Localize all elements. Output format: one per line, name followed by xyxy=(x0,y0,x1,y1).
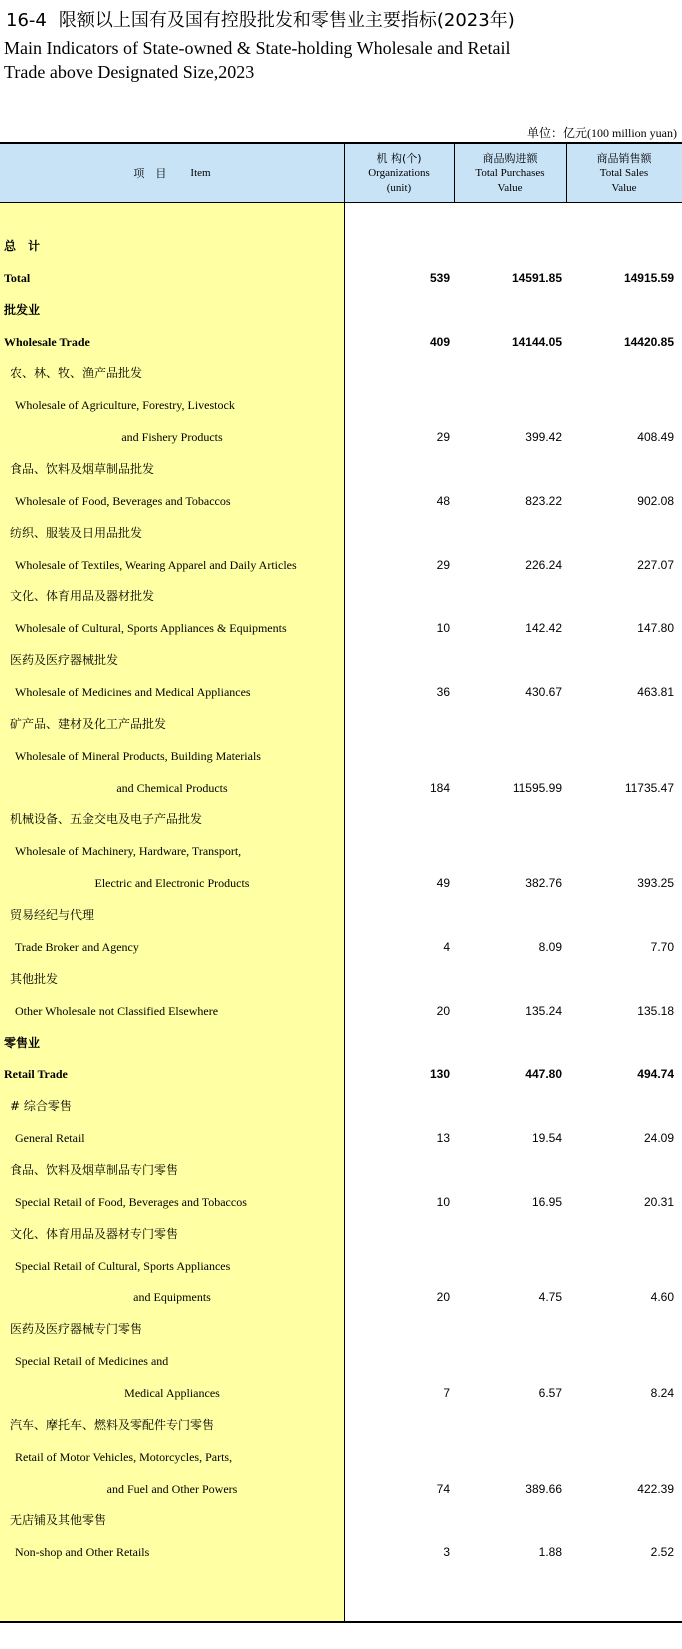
sales-value: 14420.85 xyxy=(623,334,674,349)
sales-value: 393.25 xyxy=(637,876,674,891)
purchases-value: 4.75 xyxy=(538,1290,562,1305)
row-label: 总 计 xyxy=(4,239,41,253)
table-row xyxy=(0,969,682,989)
sales-value: 147.80 xyxy=(637,621,674,636)
sales-value: 463.81 xyxy=(637,685,674,700)
organizations-value: 29 xyxy=(436,430,450,445)
table-row xyxy=(0,937,682,957)
purchases-value: 823.22 xyxy=(525,493,562,508)
purchases-value: 19.54 xyxy=(531,1131,562,1146)
row-label: Wholesale of Cultural, Sports Appliances & Equipments xyxy=(15,621,287,636)
header-col3-cn: 商品销售额 xyxy=(596,151,652,165)
organizations-value: 13 xyxy=(436,1131,450,1146)
table-row xyxy=(0,778,682,798)
table-row xyxy=(0,1479,682,1499)
table-row xyxy=(0,300,682,320)
table-row xyxy=(0,1128,682,1148)
row-label: and Fishery Products xyxy=(121,430,223,445)
header-divider xyxy=(566,144,567,203)
row-label: Retail Trade xyxy=(4,1067,68,1082)
table-row xyxy=(0,1351,682,1371)
table-row xyxy=(0,746,682,766)
table-row xyxy=(0,395,682,415)
table-row xyxy=(0,1001,682,1021)
header-divider xyxy=(344,144,345,203)
header-col2-cn: 商品购进额 xyxy=(482,151,538,165)
organizations-value: 74 xyxy=(436,1481,450,1496)
table-row xyxy=(0,332,682,352)
row-label: 医药及医疗器械专门零售 xyxy=(10,1322,143,1337)
purchases-value: 14591.85 xyxy=(511,270,562,285)
row-label: and Equipments xyxy=(133,1290,211,1305)
row-label: Wholesale Trade xyxy=(4,334,90,349)
sales-value: 902.08 xyxy=(637,493,674,508)
row-label: and Chemical Products xyxy=(116,780,228,795)
title-en-line2: Trade above Designated Size,2023 xyxy=(4,62,255,82)
header-col2-en1: Total Purchases xyxy=(475,166,545,179)
row-label: 无店铺及其他零售 xyxy=(10,1513,107,1528)
sales-value: 494.74 xyxy=(637,1067,674,1082)
table-row xyxy=(0,650,682,670)
row-label: Retail of Motor Vehicles, Motorcycles, Parts, xyxy=(15,1449,233,1464)
page-title-english xyxy=(4,36,511,84)
purchases-value: 382.76 xyxy=(525,876,562,891)
row-label: # 综合零售 xyxy=(10,1099,72,1114)
row-label: Wholesale of Medicines and Medical Appliances xyxy=(15,685,251,700)
table-row xyxy=(0,1510,682,1530)
table-row xyxy=(0,555,682,575)
table-row xyxy=(0,586,682,606)
table-row xyxy=(0,427,682,447)
row-label: 食品、饮料及烟草制品专门零售 xyxy=(10,1162,179,1177)
purchases-value: 6.57 xyxy=(538,1385,562,1400)
table-row xyxy=(0,618,682,638)
sales-value: 14915.59 xyxy=(623,270,674,285)
unit-en: (100 million yuan) xyxy=(587,126,677,140)
row-label: Special Retail of Cultural, Sports Appliances xyxy=(15,1258,231,1273)
organizations-value: 49 xyxy=(436,876,450,891)
header-col3-en1: Total Sales xyxy=(599,166,649,179)
unit-cn: 单位：亿元 xyxy=(526,126,587,140)
row-label: 纺织、服装及日用品批发 xyxy=(10,525,143,540)
purchases-value: 135.24 xyxy=(525,1003,562,1018)
row-label: Wholesale of Machinery, Hardware, Transport, xyxy=(15,844,242,859)
table-row xyxy=(0,809,682,829)
header-divider xyxy=(454,144,455,203)
table-row xyxy=(0,1096,682,1116)
row-label: 其他批发 xyxy=(10,971,59,986)
table-row xyxy=(0,1383,682,1403)
header-item xyxy=(0,144,344,202)
organizations-value: 7 xyxy=(443,1385,450,1400)
sales-value: 408.49 xyxy=(637,430,674,445)
table-row xyxy=(0,714,682,734)
table-header xyxy=(0,144,682,203)
row-label: Special Retail of Medicines and xyxy=(15,1354,169,1369)
header-col1-cn: 机 构(个) xyxy=(376,151,422,165)
organizations-value: 36 xyxy=(436,685,450,700)
organizations-value: 4 xyxy=(443,939,450,954)
row-label: 贸易经纪与代理 xyxy=(10,908,95,923)
header-col3-en2: Value xyxy=(611,181,637,194)
row-label: 零售业 xyxy=(4,1035,41,1050)
sales-value: 2.52 xyxy=(650,1545,674,1560)
header-organizations xyxy=(344,144,454,202)
sales-value: 422.39 xyxy=(637,1481,674,1496)
page-title-chinese xyxy=(6,6,515,32)
sales-value: 227.07 xyxy=(637,557,674,572)
row-label: Trade Broker and Agency xyxy=(15,939,139,954)
purchases-value: 142.42 xyxy=(525,621,562,636)
row-label: and Fuel and Other Powers xyxy=(106,1481,238,1496)
table-row xyxy=(0,873,682,893)
organizations-value: 20 xyxy=(436,1003,450,1018)
table-number: 16-4 xyxy=(6,10,47,31)
table-row xyxy=(0,841,682,861)
purchases-value: 1.88 xyxy=(538,1545,562,1560)
purchases-value: 399.42 xyxy=(525,430,562,445)
row-label: Medical Appliances xyxy=(124,1385,220,1400)
header-col2-en2: Value xyxy=(497,181,523,194)
row-label: Wholesale of Textiles, Wearing Apparel and Daily Articles xyxy=(15,557,297,572)
table-row xyxy=(0,363,682,383)
table-row xyxy=(0,1542,682,1562)
sales-value: 8.24 xyxy=(650,1385,674,1400)
title-en-line1: Main Indicators of State-owned & State-holding Wholesale and Retail xyxy=(4,38,511,58)
header-item-cn: 项 目 xyxy=(133,166,167,180)
table-row xyxy=(0,523,682,543)
table-row xyxy=(0,1447,682,1467)
row-label: 矿产品、建材及化工产品批发 xyxy=(10,716,167,731)
table-row xyxy=(0,1287,682,1307)
table-row xyxy=(0,268,682,288)
organizations-value: 409 xyxy=(429,334,450,349)
table-row xyxy=(0,236,682,256)
sales-value: 135.18 xyxy=(637,1003,674,1018)
organizations-value: 10 xyxy=(436,621,450,636)
table-row xyxy=(0,491,682,511)
row-label: 农、林、牧、渔产品批发 xyxy=(10,366,143,381)
purchases-value: 16.95 xyxy=(531,1194,562,1209)
table-row xyxy=(0,905,682,925)
row-label: 批发业 xyxy=(4,302,41,317)
purchases-value: 226.24 xyxy=(525,557,562,572)
sales-value: 24.09 xyxy=(643,1131,674,1146)
sales-value: 4.60 xyxy=(650,1290,674,1305)
table-row xyxy=(0,1160,682,1180)
organizations-value: 29 xyxy=(436,557,450,572)
organizations-value: 20 xyxy=(436,1290,450,1305)
table-row xyxy=(0,1319,682,1339)
table-row xyxy=(0,1033,682,1053)
unit-label xyxy=(527,124,677,141)
row-label: Other Wholesale not Classified Elsewhere xyxy=(15,1003,219,1018)
purchases-value: 447.80 xyxy=(525,1067,562,1082)
row-label: General Retail xyxy=(15,1131,85,1146)
purchases-value: 8.09 xyxy=(538,939,562,954)
organizations-value: 10 xyxy=(436,1194,450,1209)
header-item-en: Item xyxy=(190,166,211,179)
row-label: 汽车、摩托车、燃料及零配件专门零售 xyxy=(10,1417,215,1432)
purchases-value: 389.66 xyxy=(525,1481,562,1496)
header-col1-en2: (unit) xyxy=(386,181,412,194)
header-sales xyxy=(566,144,682,202)
row-label: 文化、体育用品及器材批发 xyxy=(10,589,155,604)
sales-value: 11735.47 xyxy=(624,780,674,795)
organizations-value: 539 xyxy=(429,270,450,285)
purchases-value: 14144.05 xyxy=(511,334,562,349)
organizations-value: 48 xyxy=(436,493,450,508)
table-row xyxy=(0,459,682,479)
title-cn-text: 限额以上国有及国有控股批发和零售业主要指标(2023年) xyxy=(58,10,515,31)
organizations-value: 130 xyxy=(429,1067,450,1082)
row-label: Wholesale of Mineral Products, Building Materials xyxy=(15,748,261,763)
row-label: Wholesale of Agriculture, Forestry, Livestock xyxy=(15,398,235,413)
row-label: 食品、饮料及烟草制品批发 xyxy=(10,462,155,477)
table-row xyxy=(0,1064,682,1084)
header-purchases xyxy=(454,144,566,202)
row-label: 文化、体育用品及器材专门零售 xyxy=(10,1226,179,1241)
row-label: Non-shop and Other Retails xyxy=(15,1545,150,1560)
table-row xyxy=(0,682,682,702)
row-label: 机械设备、五金交电及电子产品批发 xyxy=(10,812,203,827)
row-label: 医药及医疗器械批发 xyxy=(10,653,119,668)
row-label: Total xyxy=(4,270,31,285)
purchases-value: 430.67 xyxy=(525,685,562,700)
table-row xyxy=(0,1415,682,1435)
header-col1-en1: Organizations xyxy=(368,166,430,179)
table-row xyxy=(0,1224,682,1244)
table-bottom-rule xyxy=(0,1621,682,1623)
organizations-value: 3 xyxy=(443,1545,450,1560)
organizations-value: 184 xyxy=(429,780,450,795)
row-label: Electric and Electronic Products xyxy=(94,876,250,891)
purchases-value: 11595.99 xyxy=(512,780,562,795)
sales-value: 7.70 xyxy=(650,939,674,954)
row-label: Wholesale of Food, Beverages and Tobaccos xyxy=(15,493,231,508)
sales-value: 20.31 xyxy=(643,1194,674,1209)
row-label: Special Retail of Food, Beverages and Tobaccos xyxy=(15,1194,247,1209)
table-row xyxy=(0,1256,682,1276)
table-row xyxy=(0,1192,682,1212)
